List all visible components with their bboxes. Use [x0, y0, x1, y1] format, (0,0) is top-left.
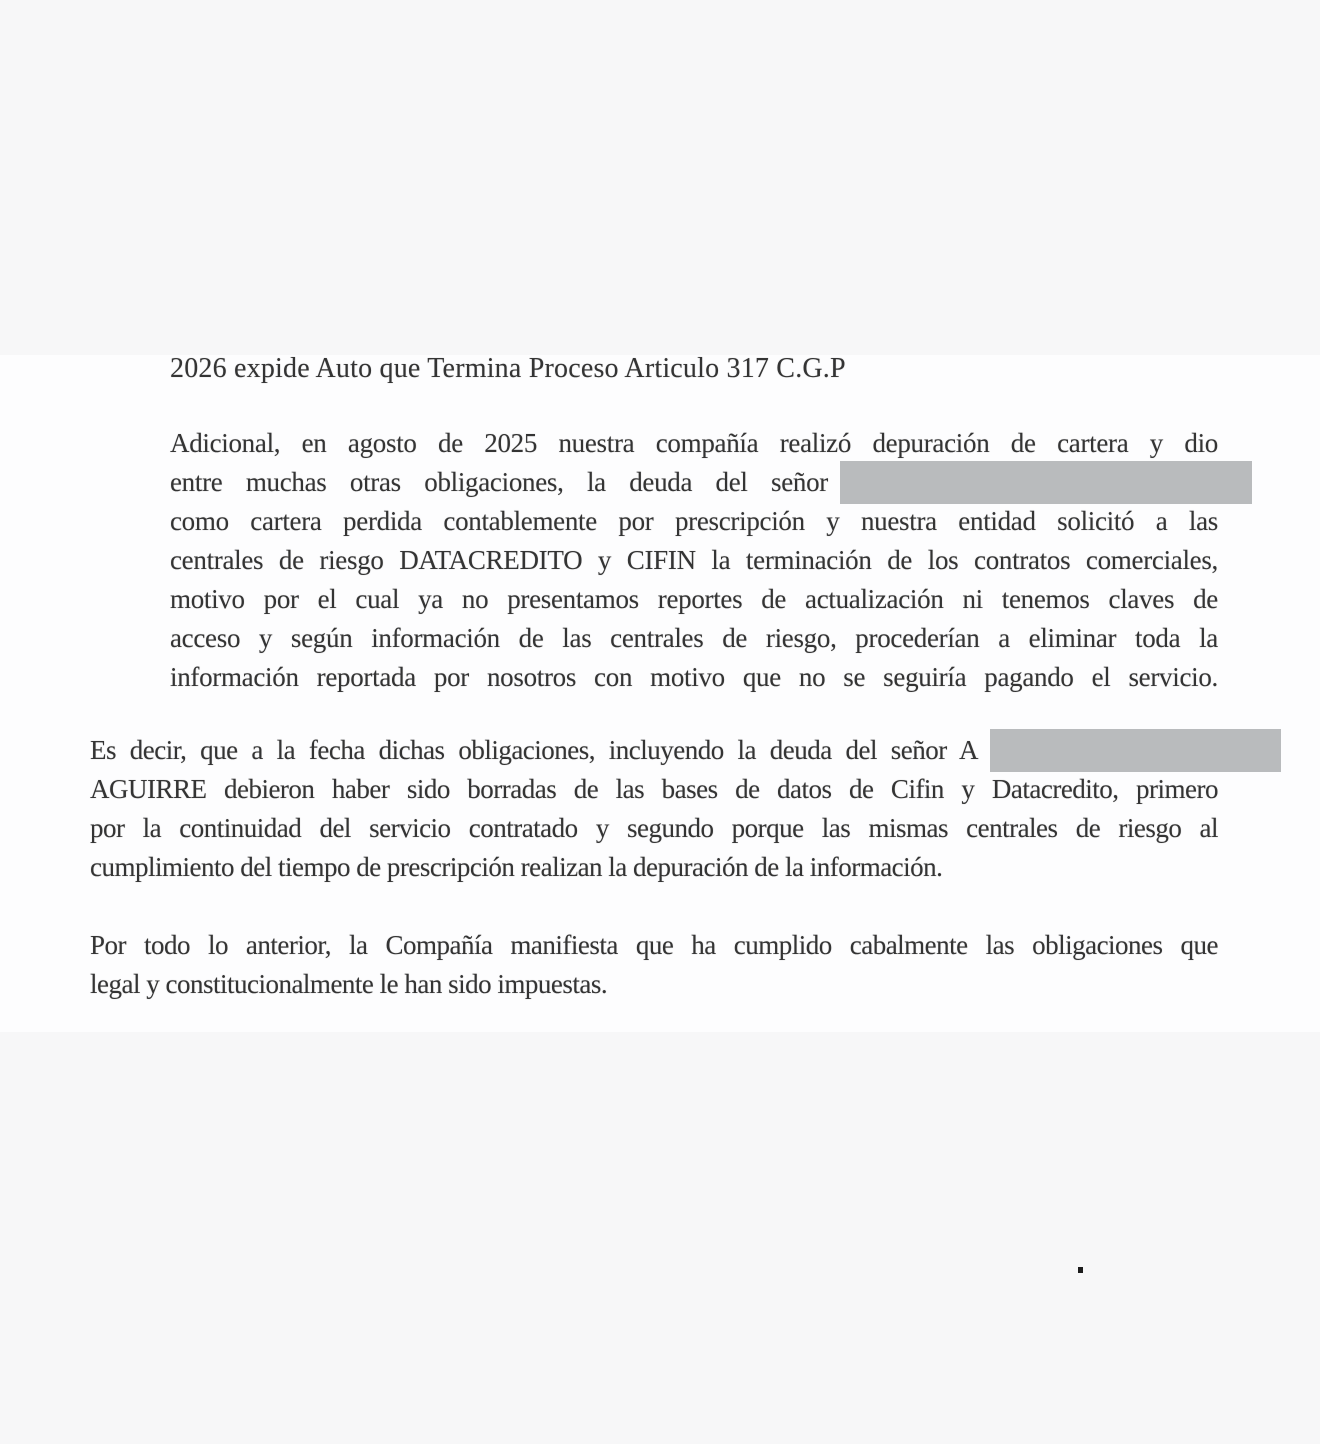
paragraph-line: Adicional, en agosto de 2025 nuestra compañía realizó depuración de cartera y dio [170, 428, 1218, 458]
paragraph-line: AGUIRRE debieron haber sido borradas de las bases de datos de Cifin y Datacredito, primero [90, 774, 1218, 804]
heading-line: 2026 expide Auto que Termina Proceso Articulo 317 C.G.P [170, 353, 846, 384]
paragraph-line: como cartera perdida contablemente por prescripción y nuestra entidad solicitó a las [170, 506, 1218, 536]
paragraph-line: por la continuidad del servicio contratado y segundo porque las mismas centrales de riesgo al [90, 813, 1218, 843]
stray-dot-mark [1078, 1267, 1083, 1273]
line-text: Es decir, que a la fecha dichas obligaciones, incluyendo la deuda del señor A [90, 735, 978, 765]
paragraph-adicional [170, 424, 1218, 697]
paragraph-por-todo [90, 926, 1218, 1004]
redaction-box [840, 461, 1252, 504]
paragraph-es-decir [90, 731, 1218, 887]
paragraph-line: información reportada por nosotros con motivo que no se seguiría pagando el servicio. [170, 662, 1218, 692]
paragraph-line: cumplimiento del tiempo de prescripción realizan la depuración de la información. [90, 852, 943, 882]
paragraph-line-with-redaction [170, 463, 1252, 502]
line-text: entre muchas otras obligaciones, la deuda del señor [170, 467, 828, 497]
paragraph-line: acceso y según información de las centrales de riesgo, procederían a eliminar toda la [170, 623, 1218, 653]
paragraph-line-with-redaction [90, 731, 1281, 770]
paragraph-line: legal y constitucionalmente le han sido impuestas. [90, 969, 608, 999]
paragraph-line: motivo por el cual ya no presentamos reportes de actualización ni tenemos claves de [170, 584, 1218, 614]
paragraph-line: centrales de riesgo DATACREDITO y CIFIN la terminación de los contratos comerciales, [170, 545, 1218, 575]
redaction-box [990, 729, 1281, 772]
paragraph-line: Por todo lo anterior, la Compañía manifiesta que ha cumplido cabalmente las obligaciones que [90, 930, 1218, 960]
